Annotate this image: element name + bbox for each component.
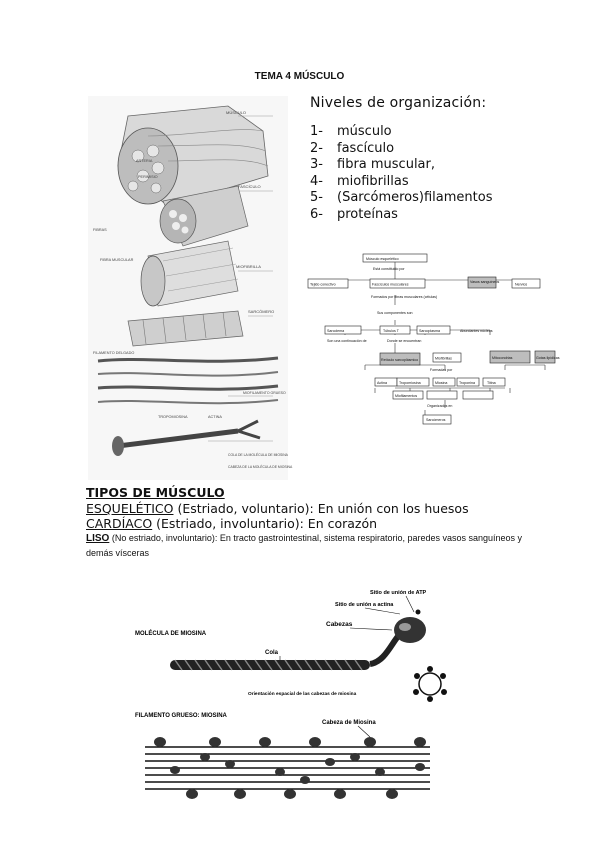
label-cola-miosina: COLA DE LA MOLÉCULA DE MIOSINA [228, 453, 288, 457]
level-num: 2- [310, 140, 323, 156]
level-num: 4- [310, 173, 323, 189]
label-musculo: MÚSCULO [226, 110, 247, 115]
cm-titina: Titina [487, 381, 496, 385]
label-actina: ACTINA [208, 415, 222, 419]
cm-unidades: Organizados en [427, 404, 453, 408]
cm-componentes: Sus componentes son [377, 311, 413, 315]
label-fibras: FIBRAS [93, 228, 107, 232]
cm-tejido: Tejido conectivo [310, 282, 336, 287]
cm-sarcolema: Sarcolema [327, 329, 345, 333]
level-num: 1- [310, 124, 323, 139]
tail-label: Cola [265, 650, 279, 656]
cm-sub: Está constituido por [373, 267, 405, 271]
level-num: 5- [310, 190, 323, 205]
myosin-helix [170, 634, 400, 670]
level-label: proteínas [337, 206, 398, 222]
label-fibra-muscular: FIBRA MUSCULAR [100, 258, 134, 262]
cm-tubulos: Túbulos T [383, 329, 399, 333]
cm-miofilamentos: Miofilamentos [395, 394, 418, 398]
cm-son: Son una continuación de [327, 339, 367, 343]
cm-sarcoplasma: Sarcoplasma [419, 329, 440, 333]
cm-troponina: Troponina [459, 381, 476, 385]
label-cabeza-miosina: CABEZA DE LA MOLÉCULA DE MIOSINA [228, 465, 293, 469]
cm-sarcomeros: Sarcómeros [426, 418, 446, 422]
tipo-liso [86, 531, 526, 560]
cm-reticulo: Retículo sarcoplásmico [381, 358, 419, 362]
level-item [310, 207, 492, 224]
cm-abundantes: Abundantes núcleos [460, 329, 493, 333]
cm-actina: Actina [377, 381, 387, 385]
heads-label: Cabezas [326, 621, 353, 628]
cm-root: Músculo esquelético [366, 257, 399, 261]
orientation-icon [413, 666, 447, 702]
cm-tropomiosina: Tropomiosina [399, 381, 421, 385]
level-label: (Sarcómeros)filamentos [337, 190, 493, 205]
level-label: músculo [337, 124, 392, 139]
label-tropomiosina: TROPOMIOSINA [158, 415, 188, 419]
cm-formados: Formados por fibras musculares (células) [371, 295, 438, 299]
level-label: miofibrillas [337, 173, 409, 189]
page-title: TEMA 4 MÚSCULO [254, 71, 345, 82]
tipo-cardiaco [86, 516, 377, 531]
label-fasciculo: FASCÍCULO [238, 184, 261, 189]
levels-title: Niveles de organización: [310, 95, 487, 111]
myosin-figure [130, 582, 460, 817]
tipo-desc: (Estriado, voluntario): En unión con los huesos [173, 501, 469, 516]
cm-fasciculos: Fascículos musculares [372, 282, 409, 287]
level-num: 6- [310, 206, 323, 222]
cm-mitocondrias: Mitocondrias [492, 356, 513, 360]
tipo-name: ESQUELÉTICO [86, 501, 174, 516]
label-filamento-delgado: FILAMENTO DELGADO [93, 351, 135, 355]
level-label: fibra muscular, [337, 157, 436, 172]
label-sarcomero: SARCÓMERO [248, 309, 275, 314]
cm-miosina: Miosina [435, 381, 448, 385]
level-item [310, 190, 492, 207]
orientation-label: Orientación espacial de las cabezas de miosina [248, 692, 357, 697]
level-item [310, 174, 492, 191]
tipo-name: CARDÍACO [86, 516, 153, 531]
levels-list [310, 124, 492, 223]
atp-site-label: Sitio de unión de ATP [370, 590, 427, 596]
actin-site-label: Sitio de unión a actina [335, 602, 394, 608]
concept-map [305, 250, 560, 435]
cm-donde: Donde se encuentran [387, 339, 422, 343]
level-num: 3- [310, 157, 323, 172]
tipos-title: TIPOS DE MÚSCULO [86, 485, 225, 500]
tipo-name: LISO [86, 533, 110, 544]
label-miofibrilla: MIOFIBRILLA [236, 264, 261, 269]
molecule-title: MOLÉCULA DE MIOSINA [135, 631, 207, 637]
tipo-desc: (Estriado, involuntario): En corazón [152, 516, 378, 531]
cm-miofibrillas: Miofibrillas [435, 356, 452, 361]
level-label: fascículo [337, 140, 395, 156]
head-label: Cabeza de Miosina [322, 720, 376, 726]
myosin-heads [394, 610, 426, 644]
label-perimisio: PERIMISIO [138, 175, 158, 179]
level-item [310, 141, 492, 158]
label-arteria: ARTERIA [136, 159, 153, 163]
filament-title: FILAMENTO GRUESO: MIOSINA [135, 713, 227, 719]
tipo-esqueletico [86, 501, 469, 516]
muscle-structure-figure [88, 96, 293, 480]
tipo-desc: (No estriado, involuntario): En tracto gastrointestinal, sistema respiratorio, paredes vasos sanguíneos y demás vísceras [86, 533, 523, 558]
level-item [310, 157, 492, 174]
cm-formadas: Formadas por [430, 368, 453, 372]
thick-filament [145, 747, 430, 789]
level-item [310, 124, 492, 141]
cm-vasos: Vasos sanguíneos [470, 280, 500, 284]
label-miofilamento-grueso: MIOFILAMENTO GRUESO [243, 391, 286, 395]
cm-gotas: Gotas lipídicas [536, 356, 560, 360]
cm-nervios: Nervios [515, 282, 528, 287]
